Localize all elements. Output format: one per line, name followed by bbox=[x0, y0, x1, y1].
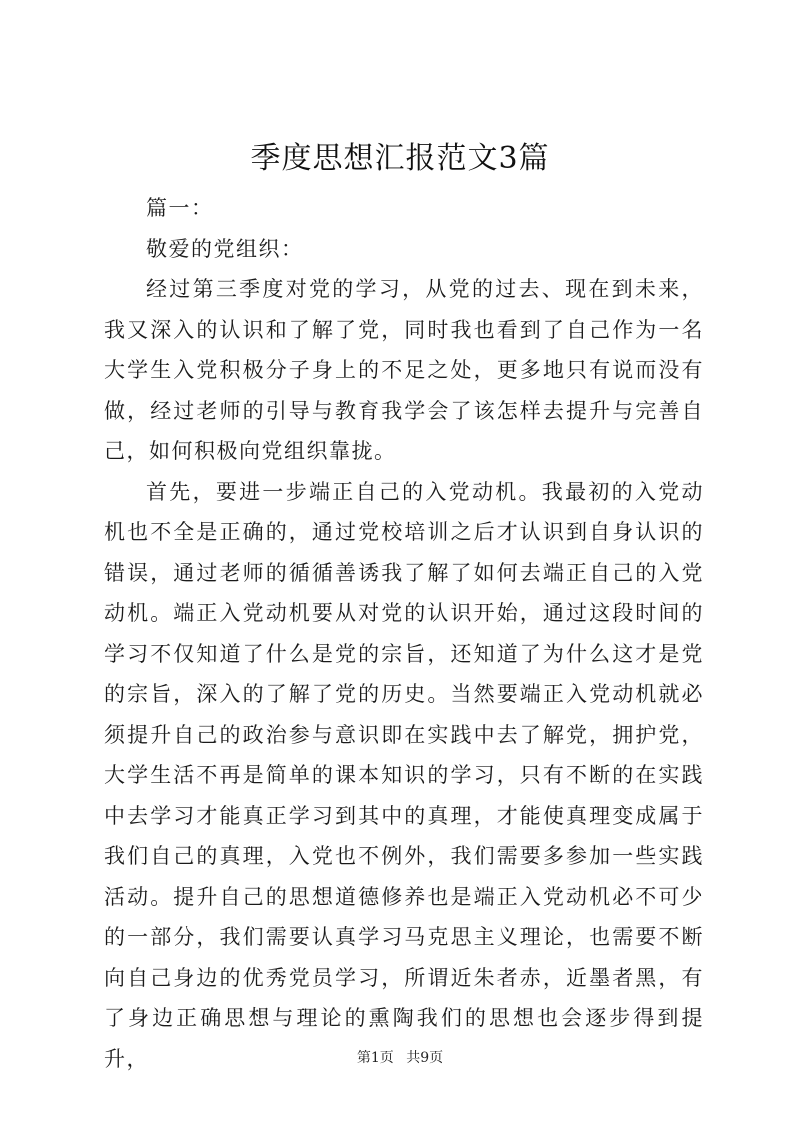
document-title: 季度思想汇报范文3篇 bbox=[250, 141, 550, 176]
section-heading: 篇一： bbox=[146, 196, 214, 220]
salutation: 敬爱的党组织： bbox=[146, 236, 304, 261]
page-number: 第1页 bbox=[356, 1050, 394, 1066]
document-body bbox=[104, 188, 704, 1079]
page-total: 共9页 bbox=[406, 1050, 444, 1066]
body-paragraph: 首先，要进一步端正自己的入党动机。我最初的入党动机也不全是正确的，通过党校培训之后才认识到自身认识的错误，通过老师的循循善诱我了解了如何去端正自己的入党动机。端正入党动机要从对党的认识开始，通过这段时间的学习不仅知道了什么是党的宗旨，还知道了为什么这才是党的宗旨，深入的了解了党的历史。当然要端正入党动机就必须提升自己的政治参与意识即在实践中去了解党，拥护党，大学生活不再是简单的课本知识的学习，只有不断的在实践中去学习才能真正学习到其中的真理，才能使真理变成属于我们自己的真理，入党也不例外，我们需要多参加一些实践活动。提升自己的思想道德修养也是端正入党动机必不可少的一部分，我们需要认真学习马克思主义理论，也需要不断向自己身边的优秀党员学习，所谓近朱者赤，近墨者黑，有了身边正确思想与理论的熏陶我们的思想也会逐步得到提升， bbox=[104, 479, 704, 1071]
page-footer bbox=[0, 1048, 800, 1068]
body-paragraph: 经过第三季度对党的学习，从党的过去、现在到未来，我又深入的认识和了解了党，同时我也看到了自己作为一名大学生入党积极分子身上的不足之处，更多地只有说而没有做，经过老师的引导与教育我学会了该怎样去提升与完善自己，如何积极向党组织靠拢。 bbox=[104, 277, 704, 463]
